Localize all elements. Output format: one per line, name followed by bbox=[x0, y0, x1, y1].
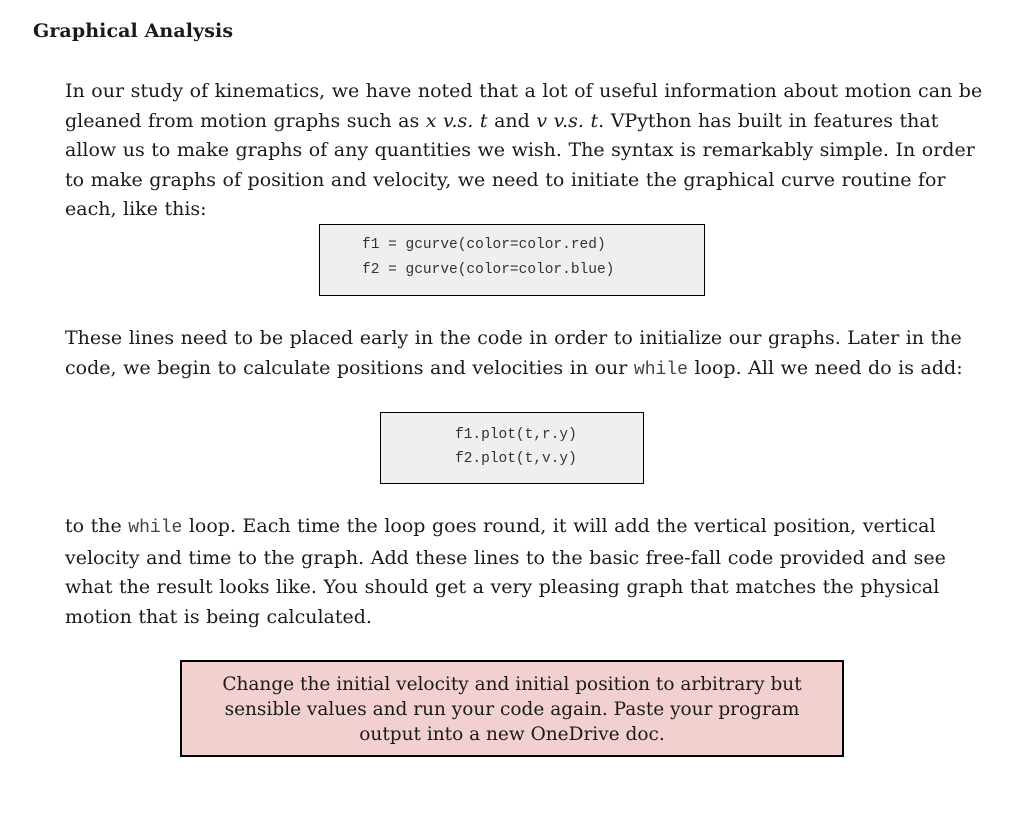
callout-line-3: output into a new OneDrive doc. bbox=[359, 724, 665, 745]
code-line-plot-f2: f2.plot(t,v.y) bbox=[455, 451, 577, 467]
init-paragraph bbox=[65, 324, 995, 385]
callout-line-1: Change the initial velocity and initial position to arbitrary but bbox=[222, 674, 802, 695]
intro-paragraph bbox=[65, 77, 995, 225]
loop-text-2: loop. Each time the loop goes round, it will add the vertical position, vertical velocity and time to the graph. Add these lines to the basic free-fall code provided and see what the result looks like. You should get a very pleasing graph that matches the physical motion that is being calculated. bbox=[65, 515, 946, 628]
code-line-f1: f1 = gcurve(color=color.red) bbox=[362, 237, 606, 253]
init-text-2: loop. All we need do is add: bbox=[687, 356, 963, 379]
v-vs-t-term: v v.s. t bbox=[536, 109, 599, 132]
task-callout-box bbox=[180, 660, 844, 757]
x-vs-t-term: x v.s. t bbox=[425, 109, 488, 132]
init-text-1: These lines need to be placed early in the code in order to initialize our graphs. Later in the code, we begin to calculate positions and velocities in our bbox=[65, 327, 962, 379]
callout-line-2: sensible values and run your code again. Paste your program bbox=[224, 699, 800, 720]
while-keyword: while bbox=[633, 359, 688, 380]
intro-text-3: . VPython has built in features that allow us to make graphs of any quantities we wish. The syntax is remarkably simple. In order to make graphs of position and velocity, we need to initiate the graphical curve routine for each, like this: bbox=[65, 109, 975, 220]
loop-text-1: to the bbox=[65, 515, 129, 537]
code-line-f2: f2 = gcurve(color=color.blue) bbox=[362, 262, 615, 278]
while-keyword-2: while bbox=[128, 518, 183, 538]
plot-code-block bbox=[380, 412, 644, 484]
gcurve-code-block bbox=[319, 224, 705, 296]
code-line-plot-f1: f1.plot(t,r.y) bbox=[455, 427, 577, 443]
section-heading: Graphical Analysis bbox=[33, 20, 234, 42]
intro-text-1: In our study of kinematics, we have noted that a lot of useful information about motion can be gleaned from motion graphs such as bbox=[65, 80, 983, 132]
loop-paragraph bbox=[65, 512, 995, 632]
intro-text-2: and bbox=[487, 109, 537, 132]
